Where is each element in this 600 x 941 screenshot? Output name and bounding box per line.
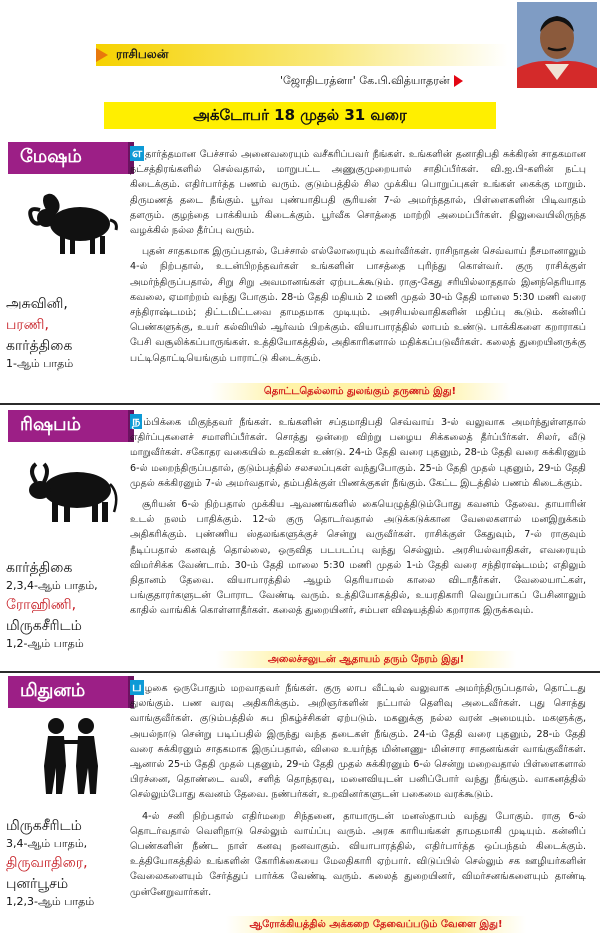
paragraph: 4-ல் சனி நிற்பதால் எதிர்மறை சிந்தனை, தாயாருடன் மனஸ்தாபம் வந்து போகும். ராகு 6-ல் தொடர்வதால் வெளிநாடு செல்லும் வாய்ப்பு வரும். அரசு காரியங்கள் தாமதமாகி முடியும். கன்னிப் பெண்களின் நீண்ட நாள் கனவு நனவாகும். வியாபாரத்தில், எதிர்பார்த்த ஒப்பந்தம் கிடைக்கும். உத்தியோகத்தில் உங்களின் கோரிக்கையை மேலதிகாரி ஏற்பார். விடுப்பில் செல்லும் சக ஊழியர்களின் வேலைகளையும் சேர்த்துப் பார்க்க வேண்டி வரும். கலைத் துறையினர், விமர்சனங்களையும் தாண்டி முன்னேறுவார்கள். <box>130 810 586 898</box>
drop-cap: ப <box>132 680 142 695</box>
sign-name: மேஷம் <box>20 146 82 167</box>
bull-icon <box>22 450 122 530</box>
slogan-mithunam: ஆரோக்கியத்தில் அக்கறை தேவைப்படும் வேளை இது! <box>226 916 526 933</box>
section-header <box>96 44 508 66</box>
forecast-rishabam <box>130 414 586 625</box>
portrait-icon <box>517 2 597 88</box>
paragraph: ம்பிக்கை மிகுந்தவர் நீங்கள். உங்களின் சப்தமாதிபதி செவ்வாய் 3-ல் வலுவாக அமர்ந்துள்ளதால் எதிர்ப்புகளைச் சமாளிப்பீர்கள். சொத்து ஒன்றை விற்று பழைய சிக்கலைத் தீர்ப்பீர்கள். சிலர், வீடு மாறுவீர்கள். சகோதர வகையில் உதவிகள் உண்டு. 24-ம் தேதி வரை புதனும், 28-ம் தேதி வரை சுக்கிரனும் 6-ல் மறைந்திருப்பதால், குடும்பத்தில் சலசலப்புகள் வந்துபோகும். 25-ம் தேதி முதல் புதனும், 29-ம் தேதி முதல் சுக்கிரனும் 7-ல் அமர்வதால், தம்பதிக்குள் பிணக்குகள் நீங்கும். கேட்ட இடத்தில் பணம் கிடைக்கும். <box>130 417 586 489</box>
stars-mithunam <box>6 818 130 913</box>
ram-icon <box>22 182 122 262</box>
section-divider <box>0 671 600 673</box>
sign-title-rishabam <box>8 410 134 442</box>
star-item: கார்த்திகை 2,3,4-ஆம் பாதம், <box>6 560 98 592</box>
star-item: அசுவினி, <box>6 296 68 312</box>
star-item: மிருகசீரிடம் 3,4-ஆம் பாதம், <box>6 818 88 850</box>
drop-cap: ந <box>132 414 141 429</box>
sign-title-mithunam <box>8 676 134 708</box>
sign-title-mesham <box>8 142 134 174</box>
author-name: 'ஜோதிடரத்னா' கே.பி.வித்யாதரன் <box>280 74 450 87</box>
paragraph: ழகை ஒருபோதும் மறவாதவர் நீங்கள். குரு லாப வீட்டில் வலுவாக அமர்ந்திருப்பதால், தொட்டது துலங்கும். பண வரவு அதிகரிக்கும். அறிஞர்களின் நட்பால் தெளிவு அடைவீர்கள். புது சொத்து வாங்குவீர்கள். குடும்பத்தில் சுப நிகழ்ச்சிகள் ஏற்படும். மகனுக்கு நல்ல வரன் அமையும். மகளுக்கு, அயல்நாடு சென்று படிப்பதில் இருந்து வந்த தடைகள் நீங்கும். 24-ம் தேதி வரை புதனும், 28-ம் தேதி வரை சுக்கிரனும் சாதகமாக இருப்பதால், விலை உயர்ந்த மின்னணு- மின்சார சாதனங்கள் வாங்குவீர்கள். ஆனால் 25-ம் தேதி முதல் புதனும், 29-ம் தேதி முதல் சுக்கிரனும் 6-ல் சென்று மறைவதால் பிள்ளைகளால் பிரச்னை, தொண்டை வலி, சளித் தொந்தரவு, மனைவியுடன் பனிப்போர் வந்து நீங்கும். வாகனத்தில் செல்லும்போது கவனம் தேவை. நண்பர்கள், உறவினர்களுடன் பகைமை வரக்கூடும். <box>130 683 586 801</box>
paragraph: தார்த்தமான பேச்சால் அனைவரையும் வசீகரிப்பவர் நீங்கள். உங்களின் தனாதிபதி சுக்கிரன் சாதகமான நட்சத்திரங்களில் செல்வதால், மாறுபட்ட அணுகுமுறையால் சாதிப்பீர்கள். வி.ஐ.பி-களின் நட்பு கிடைக்கும். எதிர்பார்த்த பணம் வரும். குடும்பத்தில் சில முக்கிய பொறுப்புகள் உங்கள் கைக்கு மாறும். திருமணத் தடை நீங்கும். பூர்வ புண்யாதிபதி சூரியன் 7-ல் அமர்ந்ததால், பிள்ளைகளின் பிடிவாதம் தளரும். குழந்தை பாக்கியம் கிடைக்கும். பூர்வீக சொத்தை மாற்றி அமைப்பீர்கள். நிலுவையிலிருந்த வழக்கில் நல்ல தீர்ப்பு வரும். <box>130 149 586 237</box>
section-divider <box>0 403 600 405</box>
drop-cap: எ <box>132 146 143 161</box>
paragraph: சூரியன் 6-ல் நிற்பதால் முக்கிய ஆவணங்களில் கையெழுத்திடும்போது கவனம் தேவை. தாயாரின் உடல் நலம் பாதிக்கும். 12-ல் குரு தொடர்வதால் அடுக்கடுக்கான வேலைகளால் மனஇறுக்கம் அதிகரிக்கும். புண்ணிய ஸ்தலங்களுக்குச் சென்று வருவீர்கள். ராசிக்குள் கேதுவும், 7-ல் ராகுவும் நீடிப்பதால் கனவுத் தொல்லை, ஒருவித படபடப்பு வந்து செல்லும். அரசியல்வாதிகள், எவரையும் விமர்சிக்க வேண்டாம். 30-ம் தேதி மாலை 5:30 மணி முதல் 1-ம் தேதி வரை சந்திராஷ்டமம்; எதிலும் நிதானம் தேவை. வியாபாரத்தில் ஆழம் தெரியாமல் காலை விடாதீர்கள். வேலையாட்கள், பங்குதாரர்களுடன் போராட வேண்டி வரும். உத்தியோகத்தில், உயரதிகாரி வெறுப்பாகப் பேசினாலும் காதில் வாங்கிக் கொள்ளாதீர்கள். கலைத் துறையினர், சம்பள விஷயத்தில் கறாராக இருக்கவும். <box>130 499 586 617</box>
sign-name: மிதுனம் <box>20 680 86 701</box>
star-item: கார்த்திகை 1-ஆம் பாதம் <box>6 338 74 370</box>
author-photo <box>517 2 597 88</box>
star-item: மிருகசீரிடம் 1,2-ஆம் பாதம் <box>6 618 84 650</box>
star-item: திருவாதிரை, <box>6 855 88 871</box>
forecast-mesham <box>130 146 586 372</box>
slogan-rishabam: அலைச்சலுடன் ஆதாயம் தரும் நேரம் இது! <box>216 651 516 668</box>
slogan-mesham: தொட்டதெல்லாம் துலங்கும் தருணம் இது! <box>210 383 510 400</box>
twins-icon <box>22 716 122 796</box>
star-item: ரோஹிணி, <box>6 597 77 613</box>
star-item: புனர்பூசம் 1,2,3-ஆம் பாதம் <box>6 876 95 908</box>
forecast-mithunam <box>130 680 586 906</box>
header-arrow-icon <box>96 48 108 62</box>
section-label: ராசிபலன் <box>116 47 169 61</box>
star-item: பரணி, <box>6 317 49 333</box>
stars-mesham <box>6 296 130 375</box>
author-arrow-icon <box>454 75 463 87</box>
stars-rishabam <box>6 560 130 655</box>
date-range: அக்டோபர் 18 முதல் 31 வரை <box>104 102 496 129</box>
sign-name: ரிஷபம் <box>20 414 81 435</box>
author-line <box>280 74 510 89</box>
paragraph: புதன் சாதகமாக இருப்பதால், பேச்சால் எல்லோரையும் கவர்வீர்கள். ராசிநாதன் செவ்வாய் நீசமானாலும் 4-ல் நிற்பதால், உடன்பிறந்தவர்கள் உங்களின் பாசத்தை புரிந்து கொள்வர். குரு ராசிக்குள் அமர்ந்திருப்பதால், சிறு சிறு அவமானங்கள் ஏற்படக்கூடும். ராகு-கேது சரியில்லாததால் இனந்தெரியாத கவலை, ஏமாற்றம் வந்து போகும். 28-ம் தேதி மதியம் 2 மணி முதல் 30-ம் தேதி மாலை 5:30 மணி வரை சந்திராஷ்டமம்; திட்டமிட்டவை தாமதமாக முடியும். அரசியல்வாதிகளின் மதிப்பு கூடும். கன்னிப் பெண்களுக்கு, உயர் கல்வியில் ஆர்வம் பிறக்கும். வியாபாரத்தில் லாபம் உண்டு. பாக்கிகளை கறாராகப் பேசி வசூலிக்கப்பாருங்கள். உத்தியோகத்தில், அதிகாரிகளால் மதிக்கப்படுவீர்கள். கலைத் துறையினருக்கு பட்டிதொட்டியெங்கும் பாராட்டு கிடைக்கும். <box>130 246 586 364</box>
